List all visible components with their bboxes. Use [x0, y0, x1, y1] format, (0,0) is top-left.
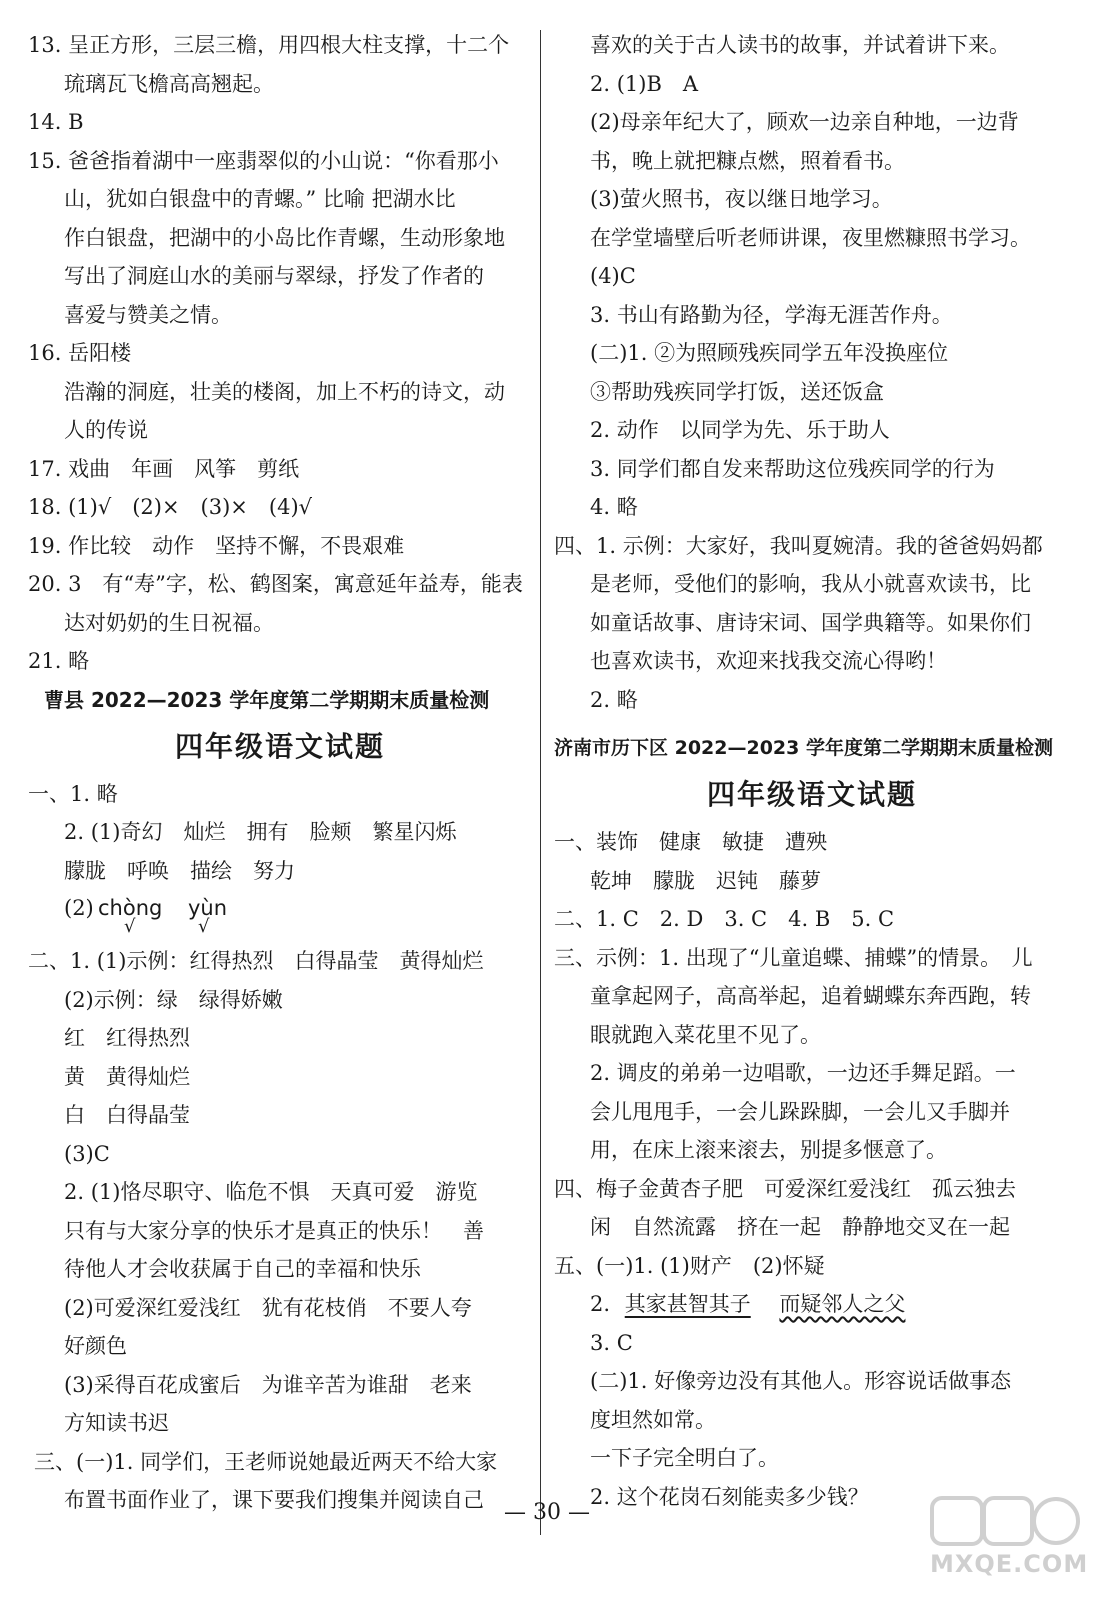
answer-line: 写出了洞庭山水的美丽与翠绿，抒发了作者的 [64, 264, 484, 288]
answer-line: 闲 自然流露 挤在一起 静静地交叉在一起 [590, 1215, 1010, 1239]
answer-line: (4)C [590, 264, 636, 288]
answer-line: 17. 戏曲 年画 风筝 剪纸 [28, 456, 300, 481]
answer-line: 2. 调皮的弟弟一边唱歌，一边还手舞足蹈。一 [590, 1061, 1016, 1085]
answer-line: 4. 略 [590, 495, 638, 519]
answer-line: (2)示例：绿 绿得娇嫩 [64, 987, 283, 1012]
answer-line: 红 红得热烈 [64, 1026, 190, 1050]
wavy-underlined-answer: 而疑邻人之父 [779, 1292, 906, 1316]
check-mark-icon: √ [198, 916, 210, 937]
answer-line: 待他人才会收获属于自己的幸福和快乐 [64, 1257, 421, 1281]
answer-line: 21. 略 [28, 649, 90, 673]
answer-line: 16. 岳阳楼 [28, 341, 132, 365]
answer-line: 13. 呈正方形，三层三檐，用四根大柱支撑，十二个 [28, 33, 510, 57]
answer-line: 度坦然如常。 [590, 1407, 716, 1432]
left-column [28, 26, 532, 1520]
answer-line: 喜爱与赞美之情。 [64, 302, 232, 327]
answer-line: 山，犹如白银盘中的青螺。” 比喻 把湖水比 [64, 187, 456, 211]
answer-line: 喜欢的关于古人读书的故事，并试着讲下来。 [590, 33, 1010, 57]
answer-line: 白 白得晶莹 [64, 1103, 190, 1127]
answer-line: 书，晚上就把糠点燃，照着看书。 [590, 148, 905, 173]
answer-line: 布置书面作业了，课下要我们搜集并阅读自己 [64, 1488, 484, 1512]
answer-line: 18. (1)√ (2)× (3)× (4)√ [28, 495, 313, 519]
answer-line: (3)C [64, 1141, 110, 1166]
answer-line: 好颜色 [64, 1334, 127, 1358]
answer-line: 作白银盘，把湖中的小岛比作青螺，生动形象地 [64, 225, 505, 250]
answer-line: 在学堂墙壁后听老师讲课，夜里燃糠照书学习。 [590, 225, 1031, 250]
answer-line: 15. 爸爸指着湖中一座翡翠似的小山说：“你看那小 [28, 148, 499, 173]
pinyin-word: chòng [98, 896, 163, 920]
answer-line: 只有与大家分享的快乐才是真正的快乐！ 善 [64, 1218, 484, 1243]
answer-line: 达对奶奶的生日祝福。 [64, 610, 274, 635]
answer-line: 也喜欢读书，欢迎来找我交流心得哟！ [590, 649, 947, 673]
underlined-answer: 其家甚智其子 [624, 1292, 751, 1316]
pinyin-prefix: (2) [64, 896, 94, 920]
answer-line: 2. 这个花岗石刻能卖多少钱？ [590, 1484, 869, 1509]
answer-line: ③帮助残疾同学打饭，送还饭盒 [590, 379, 884, 404]
answer-line: (二)1. 好像旁边没有其他人。形容说话做事态 [590, 1369, 1012, 1393]
answer-line: 方知读书迟 [64, 1411, 169, 1435]
check-mark-icon: √ [124, 916, 136, 937]
answer-line: 2. (1)奇幻 灿烂 拥有 脸颊 繁星闪烁 [64, 820, 457, 844]
answer-prefix: 2. [590, 1292, 611, 1316]
answer-line: 用，在床上滚来滚去，别提多惬意了。 [590, 1138, 947, 1162]
answer-line: 童拿起网子，高高举起，追着蝴蝶东奔西跑，转 [590, 984, 1031, 1008]
watermark-logo [914, 1492, 1089, 1592]
exam-title: 四年级语文试题 [174, 729, 385, 763]
answer-line: 五、(一)1. (1)财产 (2)怀疑 [554, 1253, 825, 1278]
exam-title: 四年级语文试题 [706, 778, 917, 811]
answer-line: 2. 略 [590, 687, 638, 712]
answer-line: 3. 同学们都自发来帮助这位残疾同学的行为 [590, 456, 995, 481]
answer-line: 会儿甩甩手，一会儿跺跺脚，一会儿又手脚并 [590, 1099, 1010, 1124]
answer-line: (3)采得百花成蜜后 为谁辛苦为谁甜 老来 [64, 1372, 472, 1397]
answer-line: 二、1. C 2. D 3. C 4. B 5. C [554, 907, 895, 931]
answer-line: 琉璃瓦飞檐高高翘起。 [64, 71, 274, 96]
answer-line: 2. (1)恪尽职守、临危不惧 天真可爱 游览 [64, 1180, 478, 1204]
watermark-text: MXQE.COM [930, 1550, 1089, 1578]
column-divider [540, 30, 541, 1535]
exam-header: 济南市历下区 2022—2023 学年度第二学期期末质量检测 [554, 737, 1053, 759]
answer-line: (3)萤火照书，夜以继日地学习。 [590, 187, 893, 211]
answer-line: 乾坤 朦胧 迟钝 藤萝 [590, 868, 821, 893]
answer-line: 黄 黄得灿烂 [64, 1064, 190, 1089]
answer-line: 二、1. (1)示例：红得热烈 白得晶莹 黄得灿烂 [28, 949, 484, 973]
answer-line: 2. 动作 以同学为先、乐于助人 [590, 418, 890, 442]
answer-line: 人的传说 [64, 418, 148, 442]
answer-line: 3. C [590, 1330, 633, 1355]
answer-line: (2)母亲年纪大了，顾欢一边亲自种地，一边背 [590, 110, 1019, 134]
answer-line: 浩瀚的洞庭，壮美的楼阁，加上不朽的诗文，动 [64, 379, 505, 404]
answer-line: 3. 书山有路勤为径，学海无涯苦作舟。 [590, 302, 953, 327]
answer-line: 是老师，受他们的影响，我从小就喜欢读书，比 [590, 572, 1031, 596]
answer-line: 19. 作比较 动作 坚持不懈，不畏艰难 [28, 533, 405, 558]
exam-header: 曹县 2022—2023 学年度第二学期期末质量检测 [44, 687, 490, 712]
answer-line: (2)可爱深红爱浅红 犹有花枝俏 不要人夸 [64, 1295, 472, 1320]
pinyin-answer-row [28, 890, 532, 942]
answer-line: 朦胧 呼唤 描绘 努力 [64, 858, 295, 883]
answer-line: 眼就跑入菜花里不见了。 [590, 1022, 821, 1047]
answer-line: 一下子完全明白了。 [590, 1446, 779, 1470]
answer-line: 20. 3 有“寿”字，松、鹤图案，寓意延年益寿，能表 [28, 572, 523, 596]
answer-line: 14. B [28, 110, 84, 134]
answer-line [554, 1285, 1070, 1324]
answer-line: 四、1. 示例：大家好，我叫夏婉清。我的爸爸妈妈都 [554, 533, 1043, 558]
answer-line: 三、(一)1. 同学们，王老师说她最近两天不给大家 [34, 1449, 498, 1474]
right-column [554, 26, 1070, 1516]
answer-line: 一、1. 略 [28, 781, 118, 806]
answer-line: 如童话故事、唐诗宋词、国学典籍等。如果你们 [590, 610, 1031, 635]
answer-line: 四、梅子金黄杏子肥 可爱深红爱浅红 孤云独去 [554, 1176, 1016, 1201]
answer-line: 三、示例：1. 出现了“儿童追蝶、捕蝶”的情景。 儿 [554, 945, 1033, 970]
answer-line: 2. (1)B A [590, 71, 699, 96]
page-number: — 30 — [504, 1500, 590, 1525]
pinyin-word: yùn [188, 896, 228, 920]
answer-line: (二)1. ②为照顾残疾同学五年没换座位 [590, 341, 949, 365]
answer-line: 一、装饰 健康 敏捷 遭殃 [554, 830, 827, 854]
